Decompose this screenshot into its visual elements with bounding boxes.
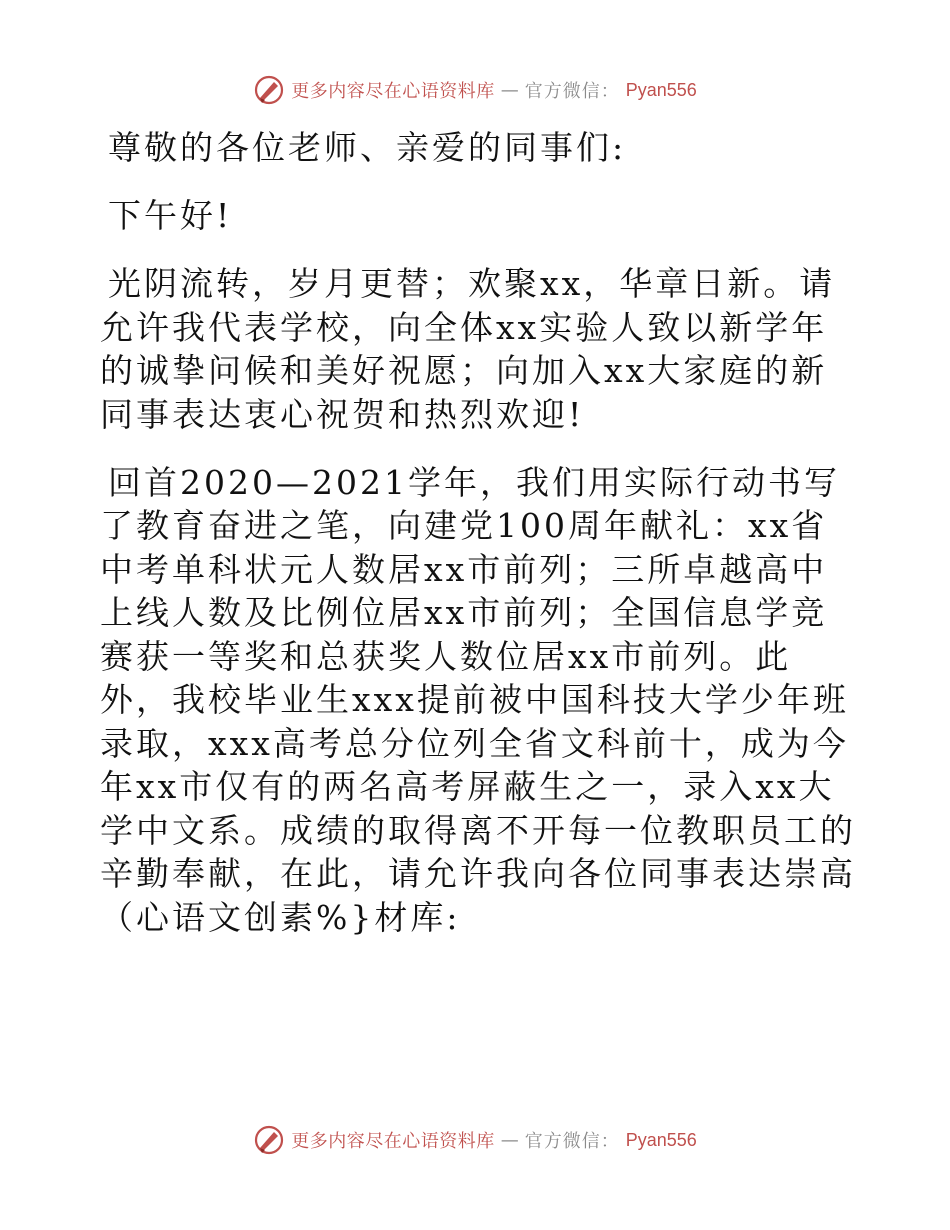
paragraph-review: 回首2020—2021学年，我们用实际行动书写了教育奋进之笔，向建党100周年献礼：xx省中考单科状元人数居xx市前列；三所卓越高中上线人数及比例位居xx市前列；全国信息学竞赛获一等奖和总获奖人数位居xx市前列。此外，我校毕业生xxx提前被中国科技大学少年班录取，xxx高考总分位列全省文科前十，成为今年xx市仅有的两名高考屏蔽生之一，录入xx大学中文系。成绩的取得离不开每一位教职员工的辛勤奉献，在此，请允许我向各位同事表达崇高（心语文创素%}材库: [100,462,856,937]
pen-logo-icon [253,74,285,106]
watermark-brand: 更多内容尽在心语资料库 [291,1131,495,1152]
header-watermark [0,74,950,106]
watermark-dash: — [500,79,519,101]
pen-logo-icon [253,1124,285,1156]
watermark-official-label: 官方微信： [524,1131,620,1152]
watermark-brand: 更多内容尽在心语资料库 [291,81,495,102]
watermark-wechat-id: Pyan556 [625,1129,697,1150]
footer-watermark [0,1124,950,1156]
salutation: 尊敬的各位老师、亲爱的同事们: [108,128,627,167]
greeting: 下午好! [108,196,233,235]
watermark-official-label: 官方微信： [524,81,620,102]
watermark-dash: — [500,1129,519,1151]
watermark-wechat-id: Pyan556 [625,79,697,100]
paragraph-welcome: 光阴流转，岁月更替；欢聚xx，华章日新。请允许我代表学校，向全体xx实验人致以新学年的诚挚问候和美好祝愿；向加入xx大家庭的新同事表达衷心祝贺和热烈欢迎! [100,264,836,434]
document-body [100,126,860,964]
